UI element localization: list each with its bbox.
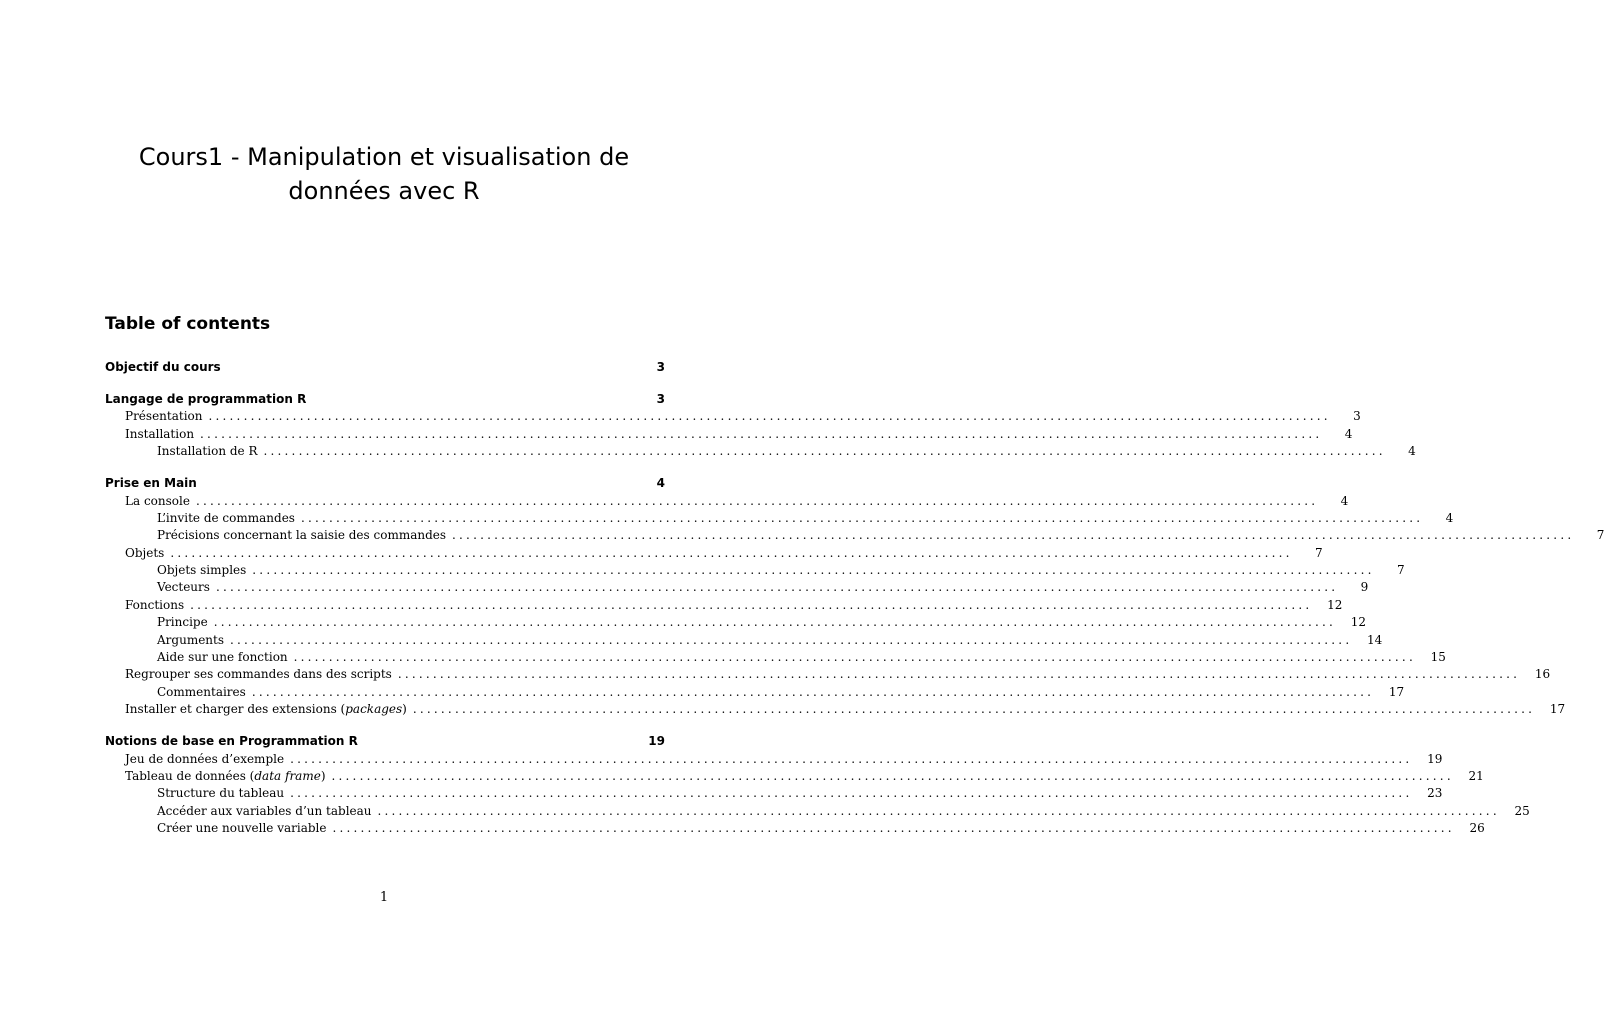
toc-entry-label bbox=[125, 701, 407, 718]
toc-entry-notions-de-base[interactable] bbox=[105, 733, 665, 750]
toc-entry-label: Notions de base en Programmation R bbox=[105, 734, 358, 749]
toc-entry-invite-de-commandes[interactable] bbox=[105, 510, 1454, 527]
toc-entry-label: Créer une nouvelle variable bbox=[157, 821, 327, 836]
toc-leader-dots: ................................................................................................................................................................ bbox=[331, 768, 1454, 783]
toc-entry-precisions-saisie-commandes[interactable] bbox=[105, 527, 1604, 544]
toc-label-emphasis: data frame bbox=[254, 768, 321, 783]
toc-entry-presentation[interactable] bbox=[105, 408, 1361, 425]
toc-leader-dots: ................................................................................................................................................................ bbox=[397, 667, 1521, 682]
toc-leader-dots: ................................................................................................................................................................ bbox=[290, 751, 1413, 766]
toc-entry-regrouper-commandes-scripts[interactable] bbox=[105, 666, 1551, 683]
toc-leader-dots: ................................................................................................................................................................ bbox=[290, 786, 1413, 801]
toc-entry-page: 26 bbox=[1469, 821, 1485, 836]
toc-entry-label: Précisions concernant la saisie des commandes bbox=[157, 528, 447, 543]
document-title bbox=[0, 140, 768, 208]
toc-entry-page: 12 bbox=[1327, 597, 1343, 612]
toc-entry-langage-de-programmation-r[interactable] bbox=[105, 391, 665, 408]
document-title-line-1: Cours1 - Manipulation et visualisation de bbox=[138, 143, 630, 171]
toc-entry-fonctions[interactable] bbox=[105, 597, 1343, 614]
toc-entry-page: 7 bbox=[1396, 563, 1405, 578]
toc-leader-dots: ................................................................................................................................................................ bbox=[332, 821, 1455, 836]
toc-entry-page: 17 bbox=[1388, 684, 1405, 699]
toc-entry-label: Présentation bbox=[125, 409, 203, 424]
toc-entry-page: 9 bbox=[1360, 580, 1369, 595]
toc-entry-label bbox=[125, 768, 326, 785]
toc-entry-structure-du-tableau[interactable] bbox=[105, 785, 1443, 802]
toc-entry-page: 3 bbox=[656, 391, 665, 406]
toc-label-emphasis: packages bbox=[345, 702, 403, 717]
toc-entry-label: Regrouper ses commandes dans des scripts bbox=[125, 667, 392, 682]
toc-entry-page: 7 bbox=[1596, 528, 1604, 543]
toc-entry-page: 4 bbox=[1445, 510, 1454, 525]
toc-entry-label: La console bbox=[125, 493, 190, 508]
toc-entry-page: 4 bbox=[1340, 493, 1349, 508]
toc-entry-page: 14 bbox=[1367, 632, 1383, 647]
toc-entry-commentaires[interactable] bbox=[105, 684, 1405, 701]
table-of-contents bbox=[105, 359, 1604, 838]
toc-entry-page: 4 bbox=[1408, 444, 1416, 459]
toc-heading: Table of contents bbox=[105, 314, 271, 334]
toc-entry-page: 7 bbox=[1315, 545, 1323, 560]
toc-entry-page: 4 bbox=[1344, 426, 1353, 441]
toc-entry-page: 25 bbox=[1514, 803, 1530, 818]
page-number: 1 bbox=[379, 890, 389, 905]
toc-entry-label: Jeu de données d’exemple bbox=[125, 751, 285, 766]
toc-entry-page: 21 bbox=[1468, 768, 1484, 783]
toc-entry-installation[interactable] bbox=[105, 426, 1353, 443]
toc-label-text: Tableau de données ( bbox=[125, 768, 255, 783]
toc-entry-installer-charger-extensions[interactable] bbox=[105, 701, 1566, 718]
toc-entry-acceder-aux-variables[interactable] bbox=[105, 803, 1530, 820]
toc-label-text: ) bbox=[402, 702, 407, 717]
toc-entry-objets-simples[interactable] bbox=[105, 562, 1405, 579]
toc-entry-jeu-de-donnees[interactable] bbox=[105, 751, 1443, 768]
toc-leader-dots: ................................................................................................................................................................ bbox=[412, 702, 1536, 717]
toc-entry-label: Accéder aux variables d’un tableau bbox=[157, 803, 372, 818]
toc-entry-label: L’invite de commandes bbox=[157, 510, 295, 525]
toc-entry-page: 15 bbox=[1430, 650, 1446, 665]
document-title-line-2: données avec R bbox=[288, 177, 480, 205]
toc-leader-dots: ................................................................................................................................................................ bbox=[251, 684, 1375, 699]
toc-entry-aide-sur-une-fonction[interactable] bbox=[105, 649, 1446, 666]
toc-leader-dots: ................................................................................................................................................................ bbox=[377, 803, 1500, 818]
toc-entry-page: 3 bbox=[656, 360, 665, 374]
toc-leader-dots: ................................................................................................................................................................ bbox=[213, 615, 1337, 630]
toc-entry-label: Prise en Main bbox=[105, 476, 197, 491]
toc-leader-dots: ................................................................................................................................................................ bbox=[252, 563, 1375, 578]
toc-leader-dots: ................................................................................................................................................................ bbox=[190, 597, 1313, 612]
toc-leader-dots: ................................................................................................................................................................ bbox=[195, 493, 1319, 508]
toc-label-text: Installer et charger des extensions ( bbox=[125, 702, 346, 717]
toc-leader-dots: ................................................................................................................................................................ bbox=[215, 580, 1339, 595]
toc-entry-objectif-du-cours[interactable] bbox=[105, 359, 665, 376]
toc-leader-dots: ................................................................................................................................................................ bbox=[293, 650, 1416, 665]
toc-entry-label: Principe bbox=[157, 615, 208, 630]
toc-entry-label: Fonctions bbox=[125, 597, 185, 612]
toc-entry-prise-en-main[interactable] bbox=[105, 475, 665, 492]
toc-label-text: ) bbox=[320, 768, 326, 783]
toc-entry-label: Objets simples bbox=[157, 563, 247, 578]
toc-entry-page: 23 bbox=[1427, 786, 1443, 801]
toc-entry-page: 17 bbox=[1549, 702, 1566, 717]
toc-entry-label: Installation de R bbox=[157, 444, 258, 459]
toc-entry-tableau-de-donnees[interactable] bbox=[105, 768, 1484, 785]
toc-entry-installation-de-r[interactable] bbox=[105, 443, 1416, 460]
toc-entry-label: Structure du tableau bbox=[157, 786, 285, 801]
toc-entry-la-console[interactable] bbox=[105, 493, 1349, 510]
toc-entry-vecteurs[interactable] bbox=[105, 579, 1369, 596]
toc-leader-dots: ................................................................................................................................................................ bbox=[208, 409, 1331, 424]
toc-entry-page: 19 bbox=[648, 734, 665, 749]
toc-entry-principe[interactable] bbox=[105, 614, 1367, 631]
toc-entry-label: Vecteurs bbox=[157, 580, 210, 595]
toc-entry-arguments[interactable] bbox=[105, 632, 1383, 649]
toc-leader-dots: ................................................................................................................................................................ bbox=[452, 528, 1575, 543]
toc-entry-creer-nouvelle-variable[interactable] bbox=[105, 820, 1485, 837]
toc-entry-page: 16 bbox=[1534, 667, 1551, 682]
toc-entry-label: Aide sur une fonction bbox=[157, 650, 288, 665]
toc-entry-label: Commentaires bbox=[157, 684, 246, 699]
toc-entry-label: Arguments bbox=[157, 632, 225, 647]
toc-leader-dots: ................................................................................................................................................................ bbox=[263, 444, 1386, 459]
toc-entry-page: 3 bbox=[1353, 409, 1361, 424]
toc-leader-dots: ................................................................................................................................................................ bbox=[170, 545, 1293, 560]
toc-entry-label: Langage de programmation R bbox=[105, 391, 307, 406]
toc-leader-dots: ................................................................................................................................................................ bbox=[230, 632, 1353, 647]
toc-entry-page: 19 bbox=[1427, 751, 1443, 766]
toc-leader-dots: ................................................................................................................................................................ bbox=[300, 510, 1424, 525]
toc-entry-label: Objets bbox=[125, 545, 165, 560]
toc-entry-page: 4 bbox=[656, 476, 665, 491]
toc-leader-dots: ................................................................................................................................................................ bbox=[200, 426, 1323, 441]
toc-entry-label: Installation bbox=[125, 426, 195, 441]
toc-entry-label: Objectif du cours bbox=[105, 360, 221, 374]
toc-entry-page: 12 bbox=[1350, 615, 1367, 630]
toc-entry-objets[interactable] bbox=[105, 545, 1323, 562]
